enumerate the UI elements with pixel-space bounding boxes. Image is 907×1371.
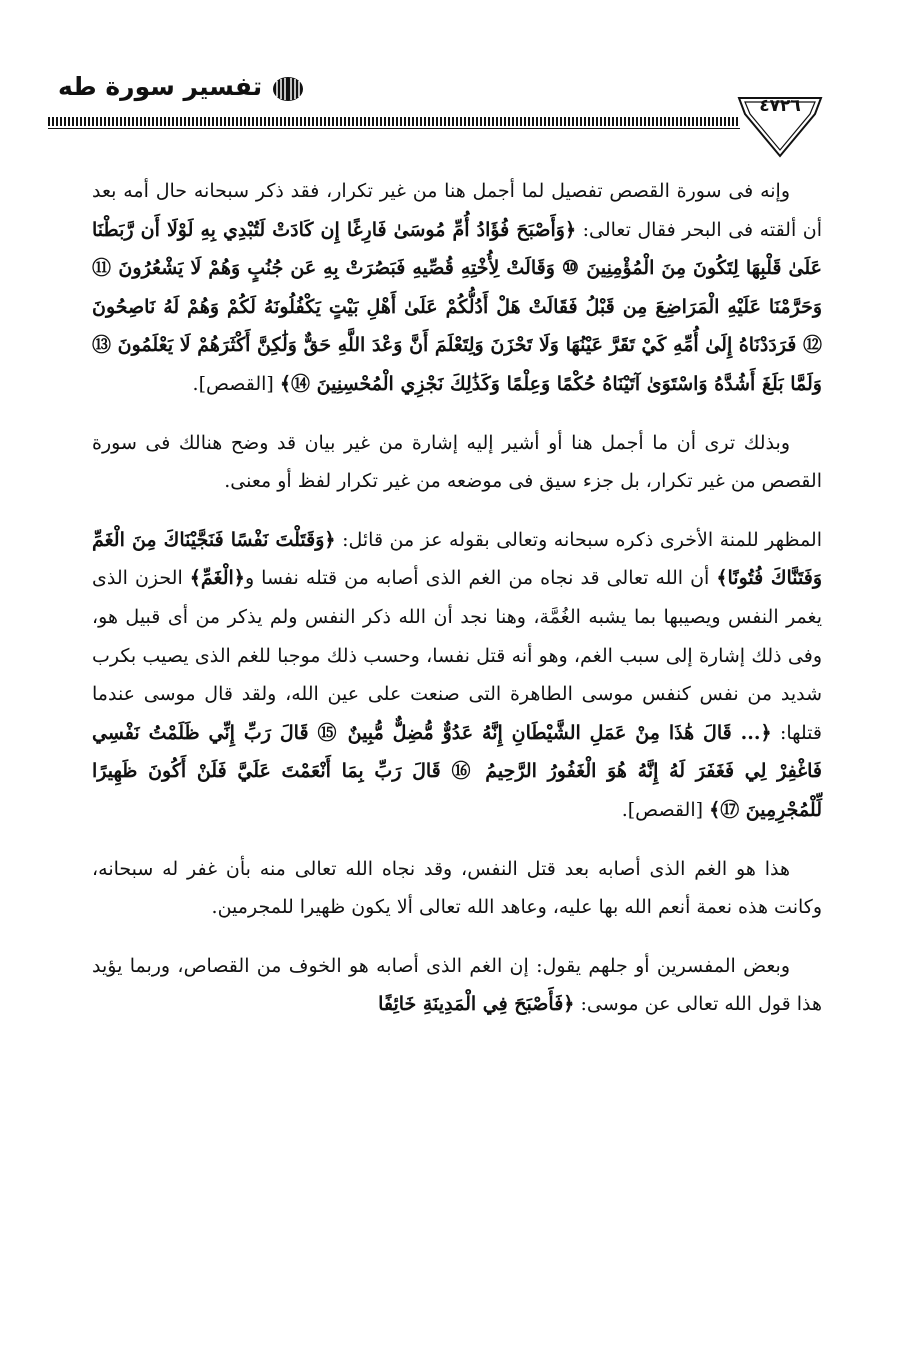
quran-verse: ﴿وَأَصْبَحَ فُؤَادُ أُمِّ مُوسَىٰ فَارِغًا إِن كَادَتْ لَتُبْدِي بِهِ لَوْلَا أَن رَّبَطْنَا عَلَىٰ قَلْبِهَا لِتَكُونَ مِنَ الْمُؤْمِنِينَ ⑩ وَقَالَتْ لِأُخْتِهِ قُصِّيهِ فَبَصُرَتْ بِهِ عَن جُنُبٍ وَهُمْ لَا يَشْعُرُونَ ⑪ وَحَرَّمْنَا عَلَيْهِ الْمَرَاضِعَ مِن قَبْلُ فَقَالَتْ هَلْ أَدُلُّكُمْ عَلَىٰ أَهْلِ بَيْتٍ يَكْفُلُونَهُ لَكُمْ وَهُمْ لَهُ نَاصِحُونَ ⑫ فَرَدَدْنَاهُ إِلَىٰ أُمِّهِ كَيْ تَقَرَّ عَيْنُهَا وَلَا تَحْزَنَ وَلِتَعْلَمَ أَنَّ وَعْدَ اللَّهِ حَقٌّ وَلَٰكِنَّ أَكْثَرَهُمْ لَا يَعْلَمُونَ ⑬ وَلَمَّا بَلَغَ أَشُدَّهُ وَاسْتَوَىٰ آتَيْنَاهُ حُكْمًا وَعِلْمًا وَكَذَٰلِكَ نَجْزِي الْمُحْسِنِينَ ⑭﴾ [92, 218, 822, 395]
quran-verse: ﴿وَقَتَلْتَ نَفْسًا فَنَجَّيْنَاكَ مِنَ الْغَمِّ وَفَتَنَّاكَ فُتُونًا﴾ [92, 528, 822, 590]
paragraph [92, 172, 822, 404]
quran-verse: ﴿فَأَصْبَحَ فِي الْمَدِينَةِ خَائِفًا [378, 993, 575, 1016]
body-text: وإنه فى سورة القصص تفصيل لما أجمل هنا من غير تكرار، فقد ذكر سبحانه حال أمه بعد أن ألقته فى البحر فقال تعالى: [92, 180, 822, 241]
ornament-icon [271, 75, 305, 103]
running-title: تفسير سورة طه [58, 72, 263, 101]
page-header [0, 60, 907, 160]
paragraph [92, 947, 822, 1024]
body-text: [القصص]. [621, 798, 710, 821]
header-rule-line [48, 128, 740, 129]
quran-verse: ﴿... قَالَ هَٰذَا مِنْ عَمَلِ الشَّيْطَانِ إِنَّهُ عَدُوٌّ مُّضِلٌّ مُّبِينٌ ⑮ قَالَ رَبِّ إِنِّي ظَلَمْتُ نَفْسِي فَاغْفِرْ لِي فَغَفَرَ لَهُ إِنَّهُ هُوَ الْغَفُورُ الرَّحِيمُ ⑯ قَالَ رَبِّ بِمَا أَنْعَمْتَ عَلَيَّ فَلَنْ أَكُونَ ظَهِيرًا لِّلْمُجْرِمِينَ ⑰﴾ [92, 721, 822, 821]
body-text: وبذلك ترى أن ما أجمل هنا أو أشير إليه إشارة من غير بيان قد وضح هنالك فى سورة القصص من غير تكرار، بل جزء سيق فى موضعه من غير تكرار لفظ أو معنى. [92, 431, 822, 493]
paragraph [92, 521, 822, 830]
body-text: وبعض المفسرين أو جلهم يقول: إن الغم الذى أصابه هو الخوف من القصاص، وربما يؤيد هذا قول الله تعالى عن موسى: [92, 954, 822, 1016]
body-text: الحزن الذى يغمر النفس ويصيبها بما يشبه الغُمَّة، وهنا نجد أن الله ذكر النفس ولم يذكر من أى قبيل هو، وفى ذلك إشارة إلى سبب الغم، وهو أنه قتل نفسا، وحسب ذلك موجبا للغم الذى يصيب بكرب شديد من نفس كنفس موسى الطاهرة التى صنعت على عين الله، ولقد قال موسى عندما قتلها: [92, 567, 822, 744]
page-number: ٤٧٢٦ [759, 96, 801, 116]
paragraph [92, 424, 822, 501]
body-text: هذا هو الغم الذى أصابه بعد قتل النفس، وقد نجاه الله تعالى منه بأن غفر له سبحانه، وكانت هذه نعمة أنعم الله بها عليه، وعاهد الله تعالى ألا يكون ظهيرا للمجرمين. [92, 857, 822, 919]
paragraph [92, 850, 822, 927]
body-text: أن الله تعالى قد نجاه من الغم الذى أصابه من قتله نفسا و [244, 567, 717, 590]
body-text: [القصص]. [192, 372, 280, 395]
body-text: المظهر للمنة الأخرى ذكره سبحانه وتعالى بقوله عز من قائل: [335, 528, 822, 551]
page-body [92, 172, 822, 1044]
header-rule [48, 117, 740, 126]
quran-verse: ﴿الْغَمِّ﴾ [189, 567, 245, 590]
